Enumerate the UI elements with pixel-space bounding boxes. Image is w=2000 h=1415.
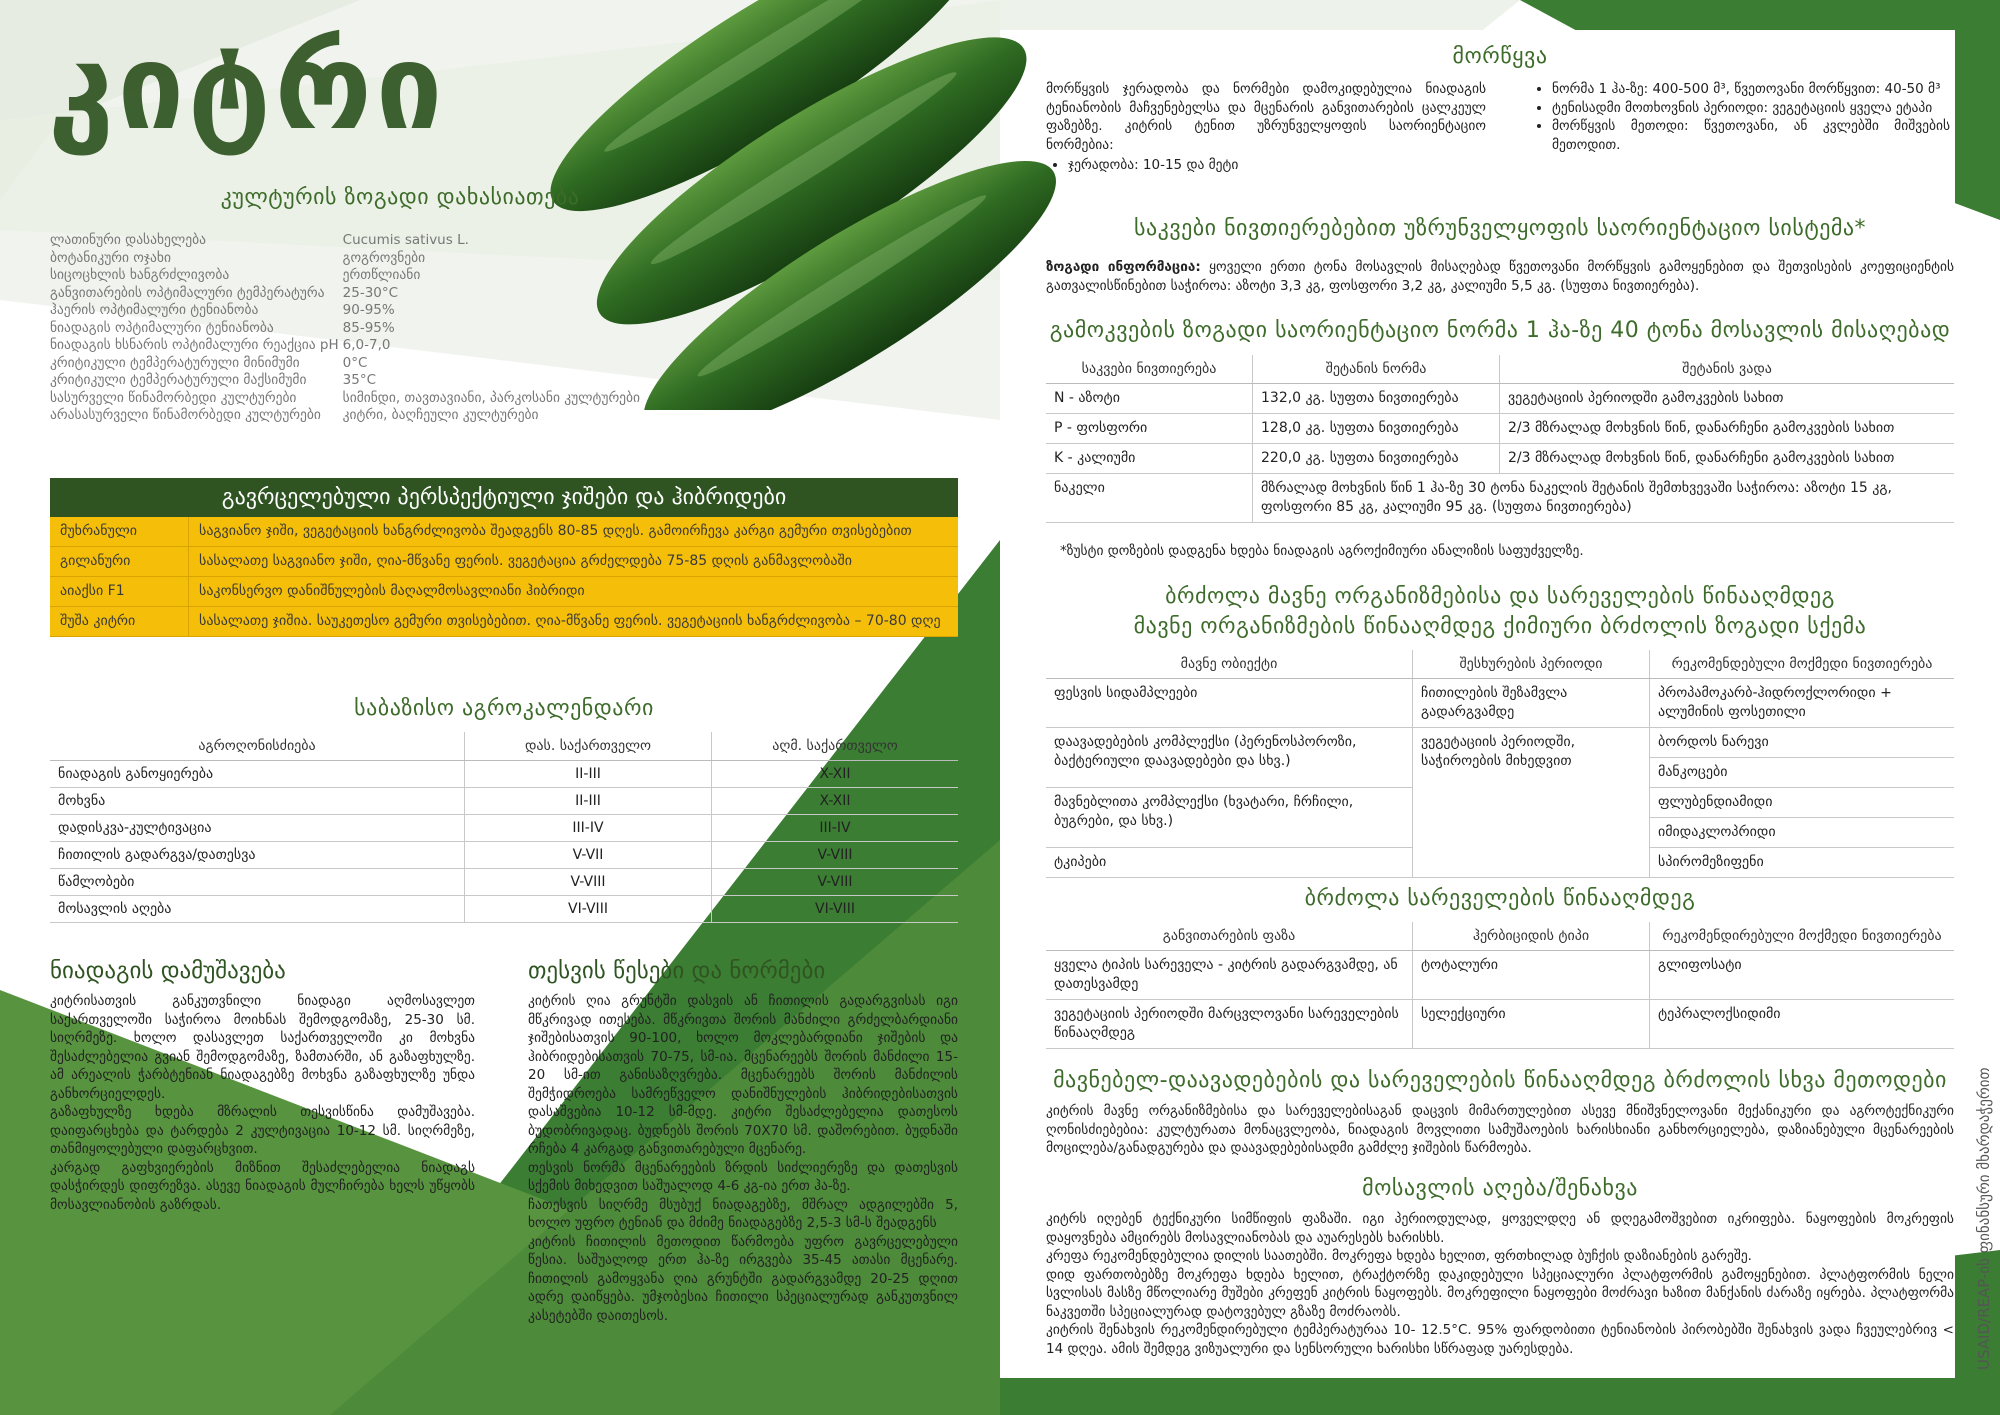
general-label: განვითარების ოპტიმალური ტემპერატურა bbox=[50, 284, 325, 301]
irrigation-text: მორწყვის ჯერადობა და ნორმები დამოკიდებულია ნიადაგის ტენიანობის მაჩვენებელსა და მცენარის განვითარების ცალკეულ ფაზებზე. კიტრის ტენით უზრუნველყოფის საორიენტაციო ნორმებია: bbox=[1046, 81, 1486, 153]
variety-name: აიაქსი F1 bbox=[50, 577, 189, 607]
soil-text bbox=[50, 992, 475, 1214]
table-row bbox=[1046, 414, 1954, 444]
pest-object: მავნებლითა კომპლექსი (ხვატარი, ჩრჩილი, ბუგრები, და სხვ.) bbox=[1046, 788, 1413, 848]
nutrition-footnote: *ზუსტი დოზების დადგენა ხდება ნიადაგის აგროქიმიური ანალიზის საფუძველზე. bbox=[1060, 543, 1584, 559]
table-row bbox=[50, 869, 958, 896]
calendar-cell: III-IV bbox=[712, 815, 959, 842]
weeds-col-header: რეკომენდირებული მოქმედი ნივთიერება bbox=[1650, 922, 1955, 951]
table-row bbox=[50, 788, 958, 815]
calendar-cell: V-VIII bbox=[465, 869, 712, 896]
general-value: 85-95% bbox=[342, 319, 395, 336]
pest-substance: ფლუბენდიამიდი bbox=[1650, 788, 1954, 818]
other-methods-heading: მავნებელ-დაავადებების და სარეველების წინააღმდეგ ბრძოლის სხვა მეთოდები bbox=[1053, 1068, 1947, 1093]
weeds-cell: გლიფოსატი bbox=[1650, 951, 1955, 1000]
variety-row bbox=[50, 607, 958, 637]
general-label: ლათინური დასახელება bbox=[50, 232, 206, 248]
pest-period: ჩითილების შეზამვლა გადარგვამდე bbox=[1413, 679, 1650, 728]
variety-desc: სასალათე საგვიანო ჯიში, ღია-მწვანე ფერის. ვეგეტაცია გრძელდება 75-85 დღის განმავლობაში bbox=[189, 547, 959, 577]
general-row bbox=[50, 355, 644, 373]
nutrition-cell: N - აზოტი bbox=[1046, 384, 1253, 414]
soil-heading: ნიადაგის დამუშავება bbox=[50, 958, 286, 984]
nutrition-col-header: შეტანის ვადა bbox=[1500, 355, 1955, 384]
list-item: • ნორმა 1 ჰა-ზე: 400-500 მ³, წვეთოვანი მორწყვით: 40-50 მ³ bbox=[1552, 80, 1950, 99]
general-value: 25-30°C bbox=[342, 284, 399, 301]
nutrition-cell: ნაკელი bbox=[1046, 474, 1253, 523]
general-label: ნიადაგის ოპტიმალური ტენიანობა bbox=[50, 319, 274, 336]
variety-row bbox=[50, 547, 958, 577]
weeds-heading: ბრძოლა სარეველების წინააღმდეგ bbox=[1304, 886, 1696, 911]
harvest-heading: მოსავლის აღება/შენახვა bbox=[1362, 1176, 1638, 1201]
nutrition-col-header: შეტანის ნორმა bbox=[1253, 355, 1500, 384]
calendar-cell: წამლობები bbox=[50, 869, 465, 896]
weeds-cell: ყველა ტიპის სარეველა - კიტრის გადარგვამდე, ან დათესვამდე bbox=[1046, 951, 1413, 1000]
variety-name: შუშა კიტრი bbox=[50, 607, 189, 637]
list-item: • მორწყვის მეთოდი: წვეთოვანი, ან კვლებში მიშვების მეთოდით. bbox=[1552, 117, 1950, 154]
general-row bbox=[50, 320, 644, 338]
calendar-heading: საბაზისო აგროკალენდარი bbox=[354, 696, 654, 721]
general-value: 6,0-7,0 bbox=[342, 337, 391, 353]
paragraph: კრეფა რეკომენდებულია დილის საათებში. მოკრეფა ხდება ხელით, ფრთხილად ბუჩქის დაზიანების გარეშე. bbox=[1046, 1248, 1752, 1264]
nutrition-cell: 220,0 კგ. სუფთა ნივთიერება bbox=[1253, 444, 1500, 474]
nutrition-subheading: გამოკვების ზოგადი საორიენტაციო ნორმა 1 ჰა-ზე 40 ტონა მოსავლის მისაღებად bbox=[1049, 318, 1951, 343]
general-label: ნიადაგის ხსნარის ოპტიმალური რეაქცია pH bbox=[50, 337, 339, 353]
nutrition-cell: 132,0 კგ. სუფთა ნივთიერება bbox=[1253, 384, 1500, 414]
list-item: • ტენისადმი მოთხოვნის პერიოდი: ვეგეტაციის ყველა ეტაპი bbox=[1552, 99, 1950, 118]
general-value: გოგროვნები bbox=[342, 249, 426, 266]
pest-object: ფესვის სიდამპლეები bbox=[1046, 679, 1413, 728]
calendar-cell: ნიადაგის განოყიერება bbox=[50, 761, 465, 788]
pest-substance: მანკოცები bbox=[1658, 764, 1728, 780]
table-row bbox=[1046, 444, 1954, 474]
variety-desc: სასალათე ჯიშია. საუკეთესო გემური თვისებებით. ღია-მწვანე ფერის. ვეგეტაციის ხანგრძლივობა – 70-80 დღე bbox=[189, 607, 959, 637]
weeds-col-header: განვითარების ფაზა bbox=[1046, 922, 1413, 951]
calendar-cell: III-IV bbox=[465, 815, 712, 842]
pest-substance: იმიდაკლოპრიდი bbox=[1658, 824, 1776, 840]
general-value: კიტრი, ბაღჩეული კულტურები bbox=[342, 407, 539, 423]
general-value: ერთწლიანი bbox=[342, 267, 421, 283]
nutrition-header-row bbox=[1046, 355, 1954, 384]
general-table bbox=[50, 232, 641, 425]
nutrition-heading: საკვები ნივთიერებებით უზრუნველყოფის საორიენტაციო სისტემა* bbox=[1133, 216, 1867, 241]
pest-substance: პროპამოკარბ-ჰიდროქლორიდი + ალუმინის ფოსეთილი bbox=[1658, 685, 1892, 720]
variety-desc: საკონსერვო დანიშნულების მაღალმოსავლიანი ჰიბრიდი bbox=[189, 577, 959, 607]
paragraph: დიდ ფართობებზე მოკრეფა ხდება ხელით, ტრაქტორზე დაკიდებული სპეციალური პლატფორმის გამოყენებით. პლატფორმის ნელი სვლისას მასზე მწოლიარე მუშები კრეფენ კიტრის ნაყოფებს. მოკრეფილი ნაყოფები მოძრავი ხაზით მანქანის ძარაზე იყრება. პლატფორმა ნაკვეთში სპეციალურად დატოვებულ გზაზე მოძრაობს. bbox=[1046, 1266, 1954, 1320]
calendar-cell: დადისკვა-კულტივაცია bbox=[50, 815, 465, 842]
table-row bbox=[1046, 474, 1954, 523]
calendar-cell: V-VII bbox=[465, 842, 712, 869]
paragraph: ჩათესვის სიღრმე მსუბუქ ნიადაგებზე, მშრალ ადგილებში 5, ხოლო უფრო ტენიან და მძიმე ნიადაგებზე 2,5-3 სმ-ს შეადგენს bbox=[528, 1196, 958, 1231]
sowing-text bbox=[528, 992, 958, 1325]
calendar-col-header: აღმ. საქართველო bbox=[712, 732, 959, 761]
variety-row bbox=[50, 517, 958, 547]
calendar-col-header: აგროღონისძიება bbox=[50, 732, 465, 761]
sowing-heading: თესვის წესები და ნორმები bbox=[528, 958, 826, 984]
general-label: სასურველი წინამორბედი კულტურები bbox=[50, 389, 297, 406]
table-row bbox=[1046, 951, 1954, 1000]
pests-heading-1: ბრძოლა მავნე ორგანიზმებისა და სარეველების წინააღმდეგ bbox=[1165, 584, 1835, 609]
variety-name: გილანური bbox=[50, 547, 189, 577]
table-row bbox=[50, 896, 958, 923]
paragraph: კიტრისათვის განკუთვნილი ნიადაგი აღმოსავლეთ საქართველოში საჭიროა მოიხნას შემოდგომაზე, 25-30 სმ. სიღრმეზე. ხოლო დასავლეთ საქართველოში კი მოხვნა შესაძლებელია გვიან შემოდგომაზე, ზამთარში, ან გაზაფხულზე. ამ არეალის ჭარბტენიან ნიადაგებზე მოხვნა გაზაფხულზე უნდა განხორციელდეს. bbox=[50, 993, 475, 1102]
pests-table bbox=[1046, 650, 1954, 878]
table-row bbox=[50, 842, 958, 869]
pest-object: დაავადებების კომპლექსი (პერენოსპოროზი, ბაქტერიული დაავადებები და სხვ.) bbox=[1046, 728, 1413, 788]
general-value: სიმინდი, თავთავიანი, პარკოსანი კულტურები bbox=[342, 389, 641, 406]
general-heading: კულტურის ზოგადი დახასიათება bbox=[220, 185, 580, 210]
varieties-block bbox=[50, 478, 958, 637]
weeds-cell: სელექციური bbox=[1413, 1000, 1650, 1049]
general-label: კრიტიკული ტემპერატურული მინიმუმი bbox=[50, 354, 300, 371]
pest-substance: ბორდოს ნარევი bbox=[1650, 728, 1954, 758]
calendar-table bbox=[50, 732, 958, 923]
pests-col-header: შესხურების პერიოდი bbox=[1413, 650, 1650, 679]
paragraph: კარგად გაფხვიერების მიზნით შესაძლებელია ნიადაგს დასჭირდეს დიფრეზვა. ასევე ნიადაგის მულჩირება ხელს უწყობს მოსავლიანობის გაზრდას. bbox=[50, 1159, 475, 1213]
general-row bbox=[50, 372, 644, 390]
nutrition-cell: 128,0 კგ. სუფთა ნივთიერება bbox=[1253, 414, 1500, 444]
weeds-cell: ტოტალური bbox=[1413, 951, 1650, 1000]
calendar-cell: VI-VIII bbox=[465, 896, 712, 923]
nutrition-cell: მზრალად მოხვნის წინ 1 ჰა-ზე 30 ტონა ნაკელის შეტანის შემთხვევაში საჭიროა: აზოტი 15 კგ, ფოსფორი 85 კგ, კალიუმი 95 კგ. (სუფთა ნივთიერება) bbox=[1253, 474, 1955, 523]
pest-substances bbox=[1650, 679, 1955, 728]
calendar-cell: V-VIII bbox=[712, 842, 959, 869]
nutrition-cell: ვეგეტაციის პერიოდში გამოკვების სახით bbox=[1500, 384, 1955, 414]
weeds-cell: ვეგეტაციის პერიოდში მარცვლოვანი სარეველების წინააღმდეგ bbox=[1046, 1000, 1413, 1049]
general-row bbox=[50, 390, 644, 408]
nutrition-table bbox=[1046, 355, 1954, 523]
general-value: 0°C bbox=[342, 354, 368, 371]
nutrition-col-header: საკვები ნივთიერება bbox=[1046, 355, 1253, 384]
pest-substances bbox=[1650, 848, 1955, 878]
general-label: ბოტანიკური ოჯახი bbox=[50, 249, 171, 266]
paragraph: თესვის ნორმა მცენარეების ზრდის სიძლიერეზე და დათესვის სქემის მიხედვით საშუალოდ 4-6 კგ-ია ერთ ჰა-ზე. bbox=[528, 1159, 958, 1194]
irrigation-heading: მორწყვა bbox=[1452, 44, 1548, 69]
variety-row bbox=[50, 577, 958, 607]
general-value: 90-95% bbox=[342, 302, 395, 318]
irrigation-bullets bbox=[1530, 80, 1950, 154]
general-row bbox=[50, 285, 644, 303]
other-methods-text: კიტრის მავნე ორგანიზმებისა და სარეველებისაგან დაცვის მიმართულებით ასევე მნიშვნელოვანი მექანიკური და აგროტექნიკური ღონისძიებებია: კულტურათა მონაცვლეობა, ნიადაგის მოვლითი სამუშაოების ხარისხიანი განხორციელება, დაზიანებული მცენარეების მოცილება/განადგურება და დაავადებებისადმი გამძლე ჯიშების წარმოება. bbox=[1046, 1103, 1954, 1156]
calendar-header-row bbox=[50, 732, 958, 761]
calendar-cell: ჩითილის გადარგვა/დათესვა bbox=[50, 842, 465, 869]
calendar-cell: მოხვნა bbox=[50, 788, 465, 815]
calendar-cell: VI-VIII bbox=[712, 896, 959, 923]
pest-substances bbox=[1650, 788, 1955, 848]
varieties-heading: გავრცელებული პერსპექტიული ჯიშები და ჰიბრიდები bbox=[50, 478, 958, 517]
calendar-cell: X-XII bbox=[712, 788, 959, 815]
pest-period: ვეგეტაციის პერიოდში, საჭიროების მიხედვით bbox=[1413, 728, 1650, 878]
general-label: კრიტიკული ტემპერატურული მაქსიმუმი bbox=[50, 372, 307, 388]
pest-substance: სპირომეზიფენი bbox=[1658, 854, 1764, 870]
info-text: ყოველი ერთი ტონა მოსავლის მისაღებად წვეთოვანი მორწყვის გამოყენებით და შეთვისების კოეფიციენტის გათვალისწინებით საჭიროა: აზოტი 3,3 კგ, ფოსფორი 3,2 კგ, კალიუმი 5,5 კგ. (სუფთა ნივთიერება). bbox=[1046, 259, 1954, 294]
general-row bbox=[50, 302, 644, 320]
calendar-cell: II-III bbox=[465, 788, 712, 815]
pest-substances bbox=[1650, 728, 1955, 788]
variety-desc: საგვიანო ჯიში, ვეგეტაციის ხანგრძლივობა შეადგენს 80-85 დღეს. გამოირჩევა კარგი გემური თვისებებით bbox=[189, 517, 959, 547]
pests-heading-2: მავნე ორგანიზმების წინააღმდეგ ქიმიური ბრძოლის ზოგადი სქემა bbox=[1133, 614, 1867, 639]
general-value: Cucumis sativus L. bbox=[342, 232, 469, 248]
paragraph: კიტრის ჩითილის მეთოდით წარმოება უფრო გავრცელებული წესია. საშუალოდ ერთ ჰა-ზე ირგვება 35-45 ათასი მცენარე. ჩითილის გამოყვანა ღია გრუნტში გადარგვამდე 20-25 დღით ადრე დაიწყება. უმჯობესია ჩითილი სპეციალურად განკუთვნილ კასეტებში დაითესოს. bbox=[528, 1233, 958, 1324]
paragraph: კიტრის შენახვის რეკომენდირებული ტემპერატურაა 10- 12.5°C. 95% ფარდობითი ტენიანობის პირობებში შენახვის ვადა ჩვეულებრივ < 14 დღეა. ამის შემდეგ ვიზუალური და სენსორული ხარისხი სწრაფად უარესდება. bbox=[1046, 1322, 1954, 1357]
paragraph: გაზაფხულზე ხდება მზრალის თესვისწინა დამუშავება. დაიფარცხება და ტარდება 2 კულტივაცია 10-12 სმ. სიღრმეზე, თანმიყოლებული დაფარცხვით. bbox=[50, 1104, 475, 1157]
paragraph: კიტრის ღია გრუნტში დასვის ან ჩითილის გადარგვისას იგი მწკრივად ითესება. მწკრივთა შორის მანძილი გრძელბარდიანი ჯიშებისათვის 90-100, ხოლო მოკლებარდიანი ჯიშების და ჰიბრიდებისათვის 70-75, სმ-ია. მცენარეებს შორის მანძილი 15-20 სმ-ით განისაზღვრება. მცენარეებს შორის მანძილის შემჭიდროება სამრეწველო დანიშნულების ჰიბრიდებისათვის დასაშვებია 10-12 სმ-მდე. კიტრი შესაძლებელია დათესოს ბუდობრივადაც. ბუდნებს შორის 70X70 სმ. დაშორებით. ბუდნაში რჩება 4 კარგად განვითარებული მცენარე. bbox=[528, 993, 958, 1157]
table-row bbox=[1046, 1000, 1954, 1049]
nutrition-cell: K - კალიუმი bbox=[1046, 444, 1253, 474]
weeds-table bbox=[1046, 922, 1954, 1049]
general-row bbox=[50, 337, 644, 355]
pest-object: ტკიპები bbox=[1046, 848, 1413, 878]
weeds-cell: ტეპრალოქსიდიმი bbox=[1650, 1000, 1955, 1049]
general-row bbox=[50, 267, 644, 285]
general-row bbox=[50, 407, 644, 425]
nutrition-cell: 2/3 მზრალად მოხვნის წინ, დანარჩენი გამოკვების სახით bbox=[1500, 444, 1955, 474]
table-row bbox=[50, 761, 958, 788]
general-label: ჰაერის ოპტიმალური ტენიანობა bbox=[50, 302, 259, 318]
calendar-cell: X-XII bbox=[712, 761, 959, 788]
page-title: კიტრი bbox=[48, 18, 447, 156]
general-row bbox=[50, 232, 644, 250]
nutrition-cell: P - ფოსფორი bbox=[1046, 414, 1253, 444]
table-row bbox=[50, 815, 958, 842]
pests-header-row bbox=[1046, 650, 1954, 679]
calendar-cell: მოსავლის აღება bbox=[50, 896, 465, 923]
general-value: 35°C bbox=[342, 372, 377, 388]
calendar-cell: V-VIII bbox=[712, 869, 959, 896]
calendar-col-header: დას. საქართველო bbox=[465, 732, 712, 761]
harvest-text bbox=[1046, 1210, 1954, 1358]
general-label: არასასურველი წინამორბედი კულტურები bbox=[50, 407, 321, 423]
info-label: ზოგადი ინფორმაცია: bbox=[1046, 259, 1201, 275]
general-row bbox=[50, 250, 644, 268]
irrigation-right bbox=[1530, 80, 1950, 154]
irrigation-left bbox=[1046, 80, 1486, 175]
general-label: სიცოცხლის ხანგრძლივობა bbox=[50, 267, 230, 283]
nutrition-cell: 2/3 მზრალად მოხვნის წინ, დანარჩენი გამოკვების სახით bbox=[1500, 414, 1955, 444]
variety-name: მუხრანული bbox=[50, 517, 189, 547]
weeds-col-header: ჰერბიციდის ტიპი bbox=[1413, 922, 1650, 951]
table-row bbox=[1046, 728, 1954, 788]
pests-col-header: მავნე ობიექტი bbox=[1046, 650, 1413, 679]
nutrition-info bbox=[1046, 258, 1954, 295]
table-row bbox=[1046, 679, 1954, 728]
calendar-cell: II-III bbox=[465, 761, 712, 788]
table-row bbox=[1046, 384, 1954, 414]
list-item: • ჯერადობა: 10-15 და მეტი bbox=[1068, 156, 1486, 175]
weeds-header-row bbox=[1046, 922, 1954, 951]
irrigation-left-list bbox=[1046, 156, 1486, 175]
paragraph: კიტრს იღებენ ტექნიკური სიმწიფის ფაზაში. იგი პერიოდულად, ყოველდღე ან დღეგამოშვებით იკრიფება. ნაყოფების მოკრეფის დაყოვნება ამცირებს მოსავლიანობას და აუარესებს ხარისხს. bbox=[1046, 1211, 1954, 1246]
pests-col-header: რეკომენდებული მოქმედი ნივთიერება bbox=[1650, 650, 1955, 679]
footer-credit: USAID/REAP-ის ფინანსური მხარდაჭერით bbox=[1975, 1067, 1993, 1370]
